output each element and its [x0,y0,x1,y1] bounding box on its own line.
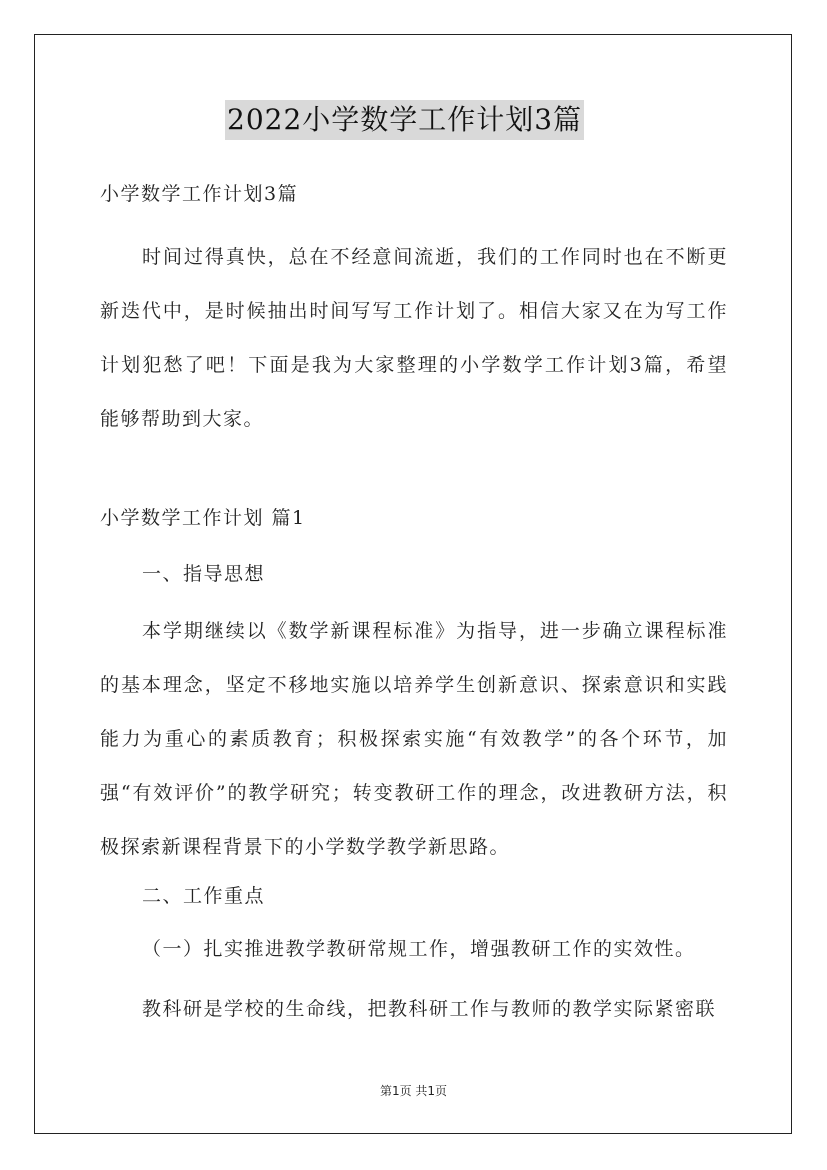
section-heading: 小学数学工作计划 篇1 [100,507,306,529]
guide-heading: 一、指导思想 [142,563,266,585]
document-title: 2022小学数学工作计划3篇 [225,100,584,140]
research-paragraph: 教科研是学校的生命线，把教科研工作与教师的教学实际紧密联 [142,998,717,1020]
focus-item-one: （一）扎实推进教学教研常规工作，增强教研工作的实效性。 [142,938,696,960]
intro-paragraph: 时间过得真快，总在不经意间流逝，我们的工作同时也在不断更新迭代中，是时候抽出时间写写工作计划了。相信大家又在为写工作计划犯愁了吧！下面是我为大家整理的小学数学工作计划3篇，希望能够帮助到大家。 [100,246,728,430]
focus-heading: 二、工作重点 [142,885,266,907]
document-subtitle: 小学数学工作计划3篇 [100,183,299,205]
page-footer: 第1页 共1页 [379,1084,448,1098]
guide-paragraph: 本学期继续以《数学新课程标准》为指导，进一步确立课程标准的基本理念，坚定不移地实施以培养学生创新意识、探索意识和实践能力为重心的素质教育；积极探索实施“有效教学”的各个环节，加强“有效评价”的教学研究；转变教研工作的理念，改进教研方法，积极探索新课程背景下的小学数学教学新思路。 [100,620,728,858]
